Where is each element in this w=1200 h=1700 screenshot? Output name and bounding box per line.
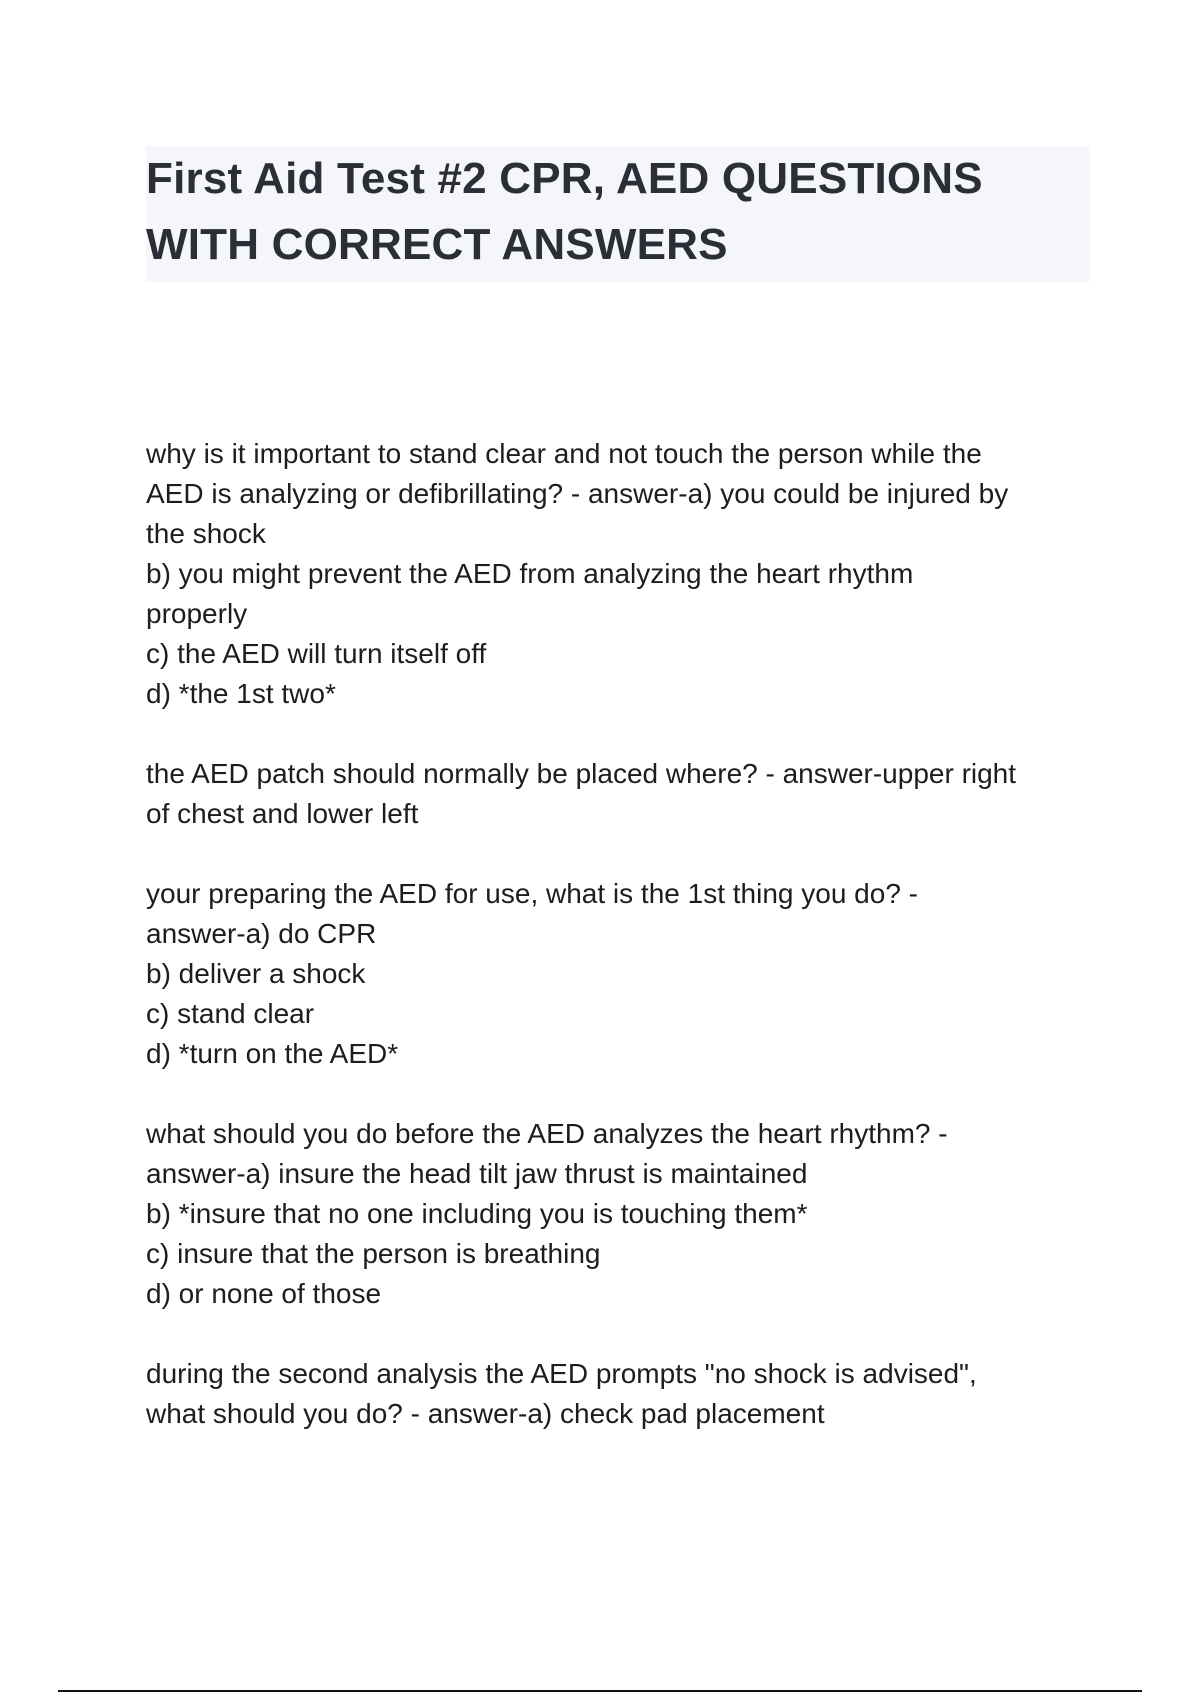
- answer-option-line: d) *turn on the AED*: [146, 1038, 399, 1069]
- question-list: [146, 434, 1096, 1474]
- document-title: [146, 146, 1090, 278]
- answer-option-line: b) *insure that no one including you is touching them*: [146, 1198, 808, 1229]
- question-text-line: the AED patch should normally be placed where? - answer-upper right: [146, 758, 1017, 789]
- question-text-line: why is it important to stand clear and not touch the person while the: [146, 438, 982, 469]
- question-block: [146, 434, 1096, 714]
- question-block: [146, 754, 1096, 834]
- title-banner: [146, 146, 1090, 282]
- answer-option-line: properly: [146, 598, 248, 629]
- question-block: [146, 1114, 1096, 1314]
- answer-option-line: c) stand clear: [146, 998, 315, 1029]
- question-text-line: AED is analyzing or defibrillating? - answer-a) you could be injured by: [146, 478, 1009, 509]
- answer-option-line: answer-a) do CPR: [146, 918, 377, 949]
- answer-option-line: d) or none of those: [146, 1278, 382, 1309]
- question-text-line: of chest and lower left: [146, 798, 419, 829]
- answer-option-line: b) deliver a shock: [146, 958, 366, 989]
- question-text-line: what should you do? - answer-a) check pad placement: [146, 1398, 825, 1429]
- title-line: WITH CORRECT ANSWERS: [146, 220, 728, 269]
- question-block: [146, 874, 1096, 1074]
- answer-option-line: answer-a) insure the head tilt jaw thrust is maintained: [146, 1158, 808, 1189]
- footer-divider: [58, 1690, 1142, 1692]
- question-block: [146, 1354, 1096, 1434]
- question-text-line: the shock: [146, 518, 266, 549]
- answer-option-line: d) *the 1st two*: [146, 678, 336, 709]
- question-text-line: during the second analysis the AED prompts "no shock is advised",: [146, 1358, 977, 1389]
- question-text-line: what should you do before the AED analyzes the heart rhythm? -: [146, 1118, 948, 1149]
- title-line: First Aid Test #2 CPR, AED QUESTIONS: [146, 154, 983, 203]
- answer-option-line: c) insure that the person is breathing: [146, 1238, 601, 1269]
- answer-option-line: c) the AED will turn itself off: [146, 638, 487, 669]
- answer-option-line: b) you might prevent the AED from analyzing the heart rhythm: [146, 558, 914, 589]
- question-text-line: your preparing the AED for use, what is the 1st thing you do? -: [146, 878, 918, 909]
